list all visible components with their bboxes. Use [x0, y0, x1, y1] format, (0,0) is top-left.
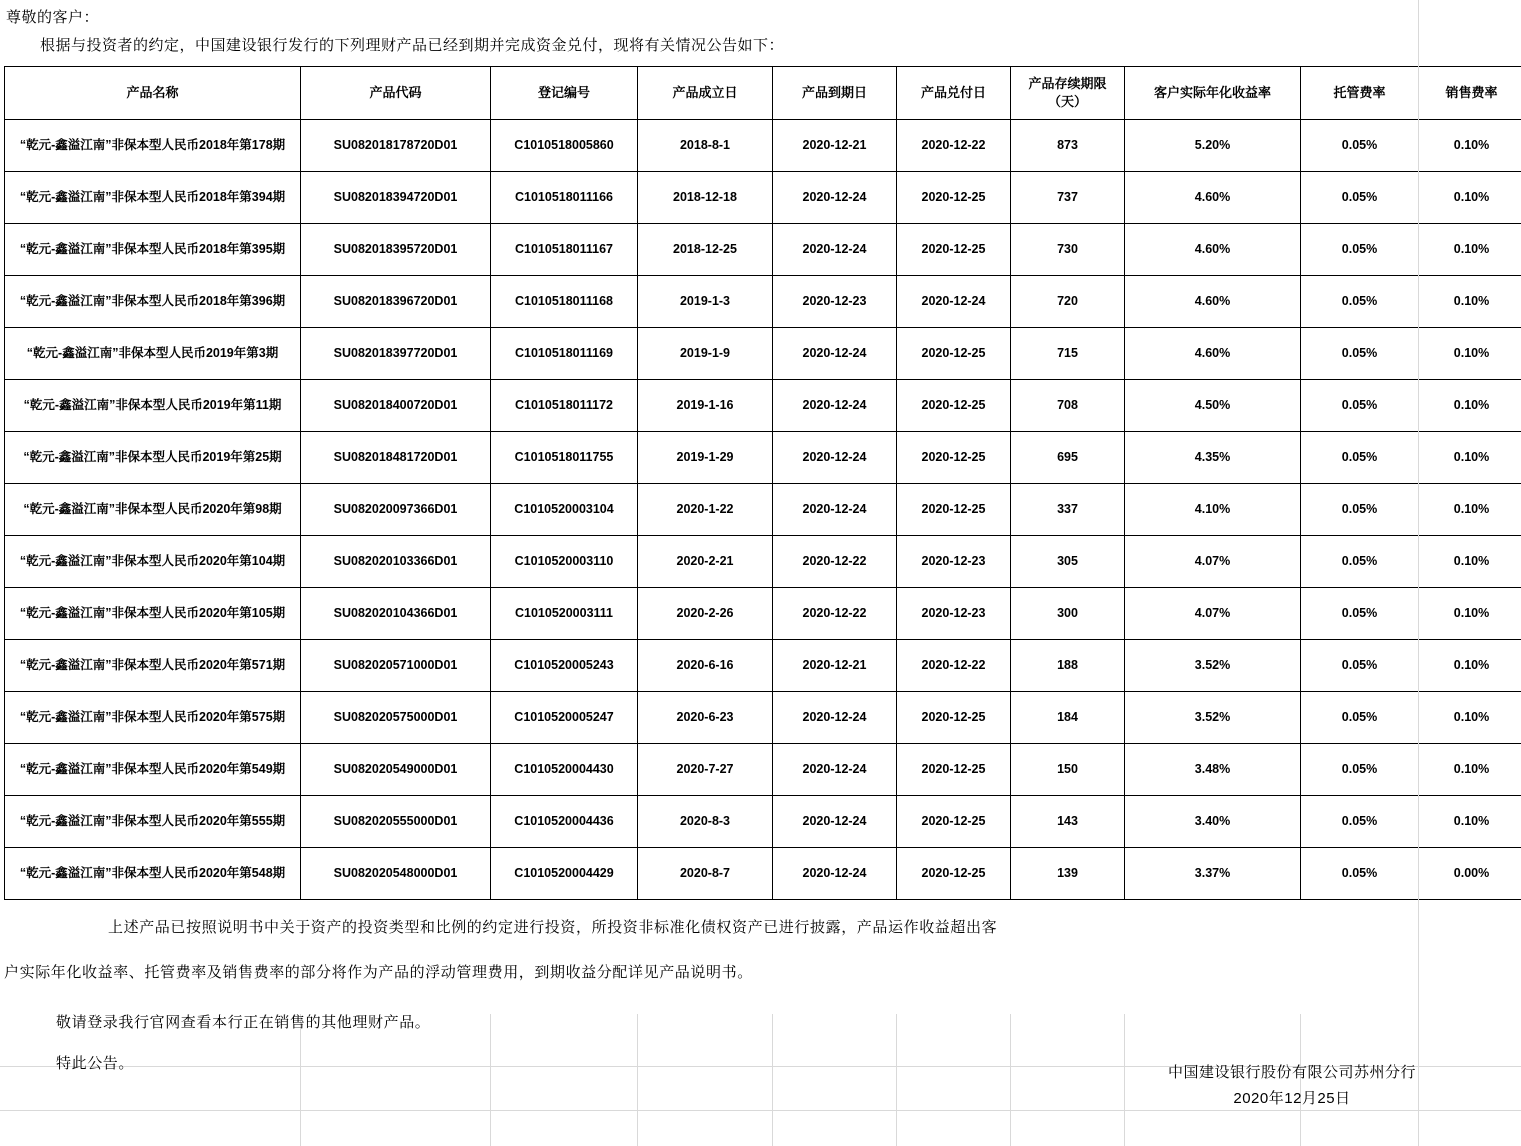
cell-duration-days: 737: [1011, 172, 1125, 224]
cell-maturity-date: 2020-12-24: [773, 328, 897, 380]
signature-block: [1168, 1060, 1416, 1113]
cell-payment-date: 2020-12-22: [897, 120, 1011, 172]
cell-product-code: SU082020555000D01: [301, 796, 491, 848]
cell-custody-fee-rate: 0.05%: [1301, 640, 1419, 692]
table-row: [5, 380, 1521, 432]
cell-product-code: SU082020571000D01: [301, 640, 491, 692]
cell-duration-days: 337: [1011, 484, 1125, 536]
cell-registration-number: C1010518011166: [491, 172, 638, 224]
cell-annualized-yield: 4.60%: [1125, 328, 1301, 380]
cell-start-date: 2020-8-7: [638, 848, 773, 900]
cell-custody-fee-rate: 0.05%: [1301, 172, 1419, 224]
cell-product-name: “乾元-鑫溢江南”非保本型人民币2018年第395期: [5, 224, 301, 276]
cell-custody-fee-rate: 0.05%: [1301, 380, 1419, 432]
cell-annualized-yield: 4.10%: [1125, 484, 1301, 536]
cell-custody-fee-rate: 0.05%: [1301, 588, 1419, 640]
cell-registration-number: C1010520004430: [491, 744, 638, 796]
column-header-yield: 客户实际年化收益率: [1125, 67, 1301, 120]
cell-custody-fee-rate: 0.05%: [1301, 120, 1419, 172]
column-header-payment: 产品兑付日: [897, 67, 1011, 120]
cell-payment-date: 2020-12-25: [897, 848, 1011, 900]
cell-product-name: “乾元-鑫溢江南”非保本型人民币2020年第548期: [5, 848, 301, 900]
cell-registration-number: C1010518011755: [491, 432, 638, 484]
cell-duration-days: 715: [1011, 328, 1125, 380]
cell-product-name: “乾元-鑫溢江南”非保本型人民币2018年第178期: [5, 120, 301, 172]
cell-product-code: SU082018396720D01: [301, 276, 491, 328]
cell-maturity-date: 2020-12-22: [773, 588, 897, 640]
table-row: [5, 692, 1521, 744]
cell-annualized-yield: 4.07%: [1125, 536, 1301, 588]
cell-sales-fee-rate: 0.10%: [1419, 224, 1521, 276]
cell-payment-date: 2020-12-25: [897, 172, 1011, 224]
cell-sales-fee-rate: 0.10%: [1419, 536, 1521, 588]
cell-duration-days: 708: [1011, 380, 1125, 432]
cell-start-date: 2020-8-3: [638, 796, 773, 848]
cell-sales-fee-rate: 0.10%: [1419, 432, 1521, 484]
cell-start-date: 2018-8-1: [638, 120, 773, 172]
cell-maturity-date: 2020-12-24: [773, 224, 897, 276]
cell-payment-date: 2020-12-25: [897, 744, 1011, 796]
cell-start-date: 2019-1-16: [638, 380, 773, 432]
cell-payment-date: 2020-12-25: [897, 328, 1011, 380]
cell-product-name: “乾元-鑫溢江南”非保本型人民币2019年第3期: [5, 328, 301, 380]
cell-product-code: SU082020104366D01: [301, 588, 491, 640]
cell-annualized-yield: 3.40%: [1125, 796, 1301, 848]
cell-registration-number: C1010520005243: [491, 640, 638, 692]
cell-start-date: 2020-2-21: [638, 536, 773, 588]
cell-annualized-yield: 3.37%: [1125, 848, 1301, 900]
cell-maturity-date: 2020-12-21: [773, 120, 897, 172]
cell-duration-days: 184: [1011, 692, 1125, 744]
cell-registration-number: C1010520003104: [491, 484, 638, 536]
cell-annualized-yield: 3.52%: [1125, 692, 1301, 744]
cell-maturity-date: 2020-12-24: [773, 432, 897, 484]
table-row: [5, 224, 1521, 276]
cell-custody-fee-rate: 0.05%: [1301, 328, 1419, 380]
cell-product-code: SU082018395720D01: [301, 224, 491, 276]
cell-product-code: SU082018400720D01: [301, 380, 491, 432]
cell-registration-number: C1010520003110: [491, 536, 638, 588]
footnote-line-1: 上述产品已按照说明书中关于资产的投资类型和比例的约定进行投资，所投资非标准化债权资产已进行披露，产品运作收益超出客: [108, 919, 998, 936]
column-header-days: 产品存续期限（天）: [1011, 67, 1125, 120]
column-header-start: 产品成立日: [638, 67, 773, 120]
cell-maturity-date: 2020-12-24: [773, 692, 897, 744]
cell-custody-fee-rate: 0.05%: [1301, 848, 1419, 900]
cell-annualized-yield: 3.52%: [1125, 640, 1301, 692]
cell-product-name: “乾元-鑫溢江南”非保本型人民币2020年第104期: [5, 536, 301, 588]
cell-sales-fee-rate: 0.10%: [1419, 796, 1521, 848]
cell-payment-date: 2020-12-25: [897, 224, 1011, 276]
table-row: [5, 848, 1521, 900]
cell-product-code: SU082020575000D01: [301, 692, 491, 744]
cell-start-date: 2019-1-9: [638, 328, 773, 380]
cell-maturity-date: 2020-12-23: [773, 276, 897, 328]
cell-annualized-yield: 4.60%: [1125, 172, 1301, 224]
cell-payment-date: 2020-12-22: [897, 640, 1011, 692]
cell-registration-number: C1010520004429: [491, 848, 638, 900]
cell-payment-date: 2020-12-25: [897, 796, 1011, 848]
footnote-line-4: 特此公告。: [56, 1054, 135, 1072]
cell-sales-fee-rate: 0.10%: [1419, 120, 1521, 172]
column-header-name: 产品名称: [5, 67, 301, 120]
cell-custody-fee-rate: 0.05%: [1301, 536, 1419, 588]
cell-product-name: “乾元-鑫溢江南”非保本型人民币2018年第396期: [5, 276, 301, 328]
cell-start-date: 2020-6-16: [638, 640, 773, 692]
cell-product-code: SU082020549000D01: [301, 744, 491, 796]
cell-product-name: “乾元-鑫溢江南”非保本型人民币2020年第575期: [5, 692, 301, 744]
cell-custody-fee-rate: 0.05%: [1301, 796, 1419, 848]
table-row: [5, 588, 1521, 640]
cell-registration-number: C1010518011169: [491, 328, 638, 380]
cell-product-name: “乾元-鑫溢江南”非保本型人民币2020年第555期: [5, 796, 301, 848]
cell-sales-fee-rate: 0.10%: [1419, 484, 1521, 536]
footnote-line-2: 户实际年化收益率、托管费率及销售费率的部分将作为产品的浮动管理费用，到期收益分配详见产品说明书。: [4, 963, 753, 981]
cell-custody-fee-rate: 0.05%: [1301, 432, 1419, 484]
salutation: 尊敬的客户：: [6, 9, 100, 26]
cell-registration-number: C1010520005247: [491, 692, 638, 744]
cell-maturity-date: 2020-12-21: [773, 640, 897, 692]
cell-sales-fee-rate: 0.10%: [1419, 172, 1521, 224]
column-header-reg: 登记编号: [491, 67, 638, 120]
cell-maturity-date: 2020-12-24: [773, 848, 897, 900]
cell-duration-days: 305: [1011, 536, 1125, 588]
cell-product-code: SU082020548000D01: [301, 848, 491, 900]
cell-product-name: “乾元-鑫溢江南”非保本型人民币2020年第105期: [5, 588, 301, 640]
cell-custody-fee-rate: 0.05%: [1301, 484, 1419, 536]
table-row: [5, 172, 1521, 224]
cell-duration-days: 873: [1011, 120, 1125, 172]
column-header-code: 产品代码: [301, 67, 491, 120]
cell-sales-fee-rate: 0.10%: [1419, 380, 1521, 432]
cell-annualized-yield: 5.20%: [1125, 120, 1301, 172]
cell-custody-fee-rate: 0.05%: [1301, 276, 1419, 328]
products-table: [4, 66, 1521, 900]
cell-sales-fee-rate: 0.10%: [1419, 744, 1521, 796]
table-row: [5, 640, 1521, 692]
cell-payment-date: 2020-12-23: [897, 588, 1011, 640]
table-row: [5, 120, 1521, 172]
table-row: [5, 484, 1521, 536]
cell-maturity-date: 2020-12-24: [773, 796, 897, 848]
cell-start-date: 2020-2-26: [638, 588, 773, 640]
cell-annualized-yield: 4.35%: [1125, 432, 1301, 484]
cell-payment-date: 2020-12-25: [897, 380, 1011, 432]
table-row: [5, 432, 1521, 484]
cell-custody-fee-rate: 0.05%: [1301, 692, 1419, 744]
cell-sales-fee-rate: 0.10%: [1419, 692, 1521, 744]
cell-product-name: “乾元-鑫溢江南”非保本型人民币2020年第98期: [5, 484, 301, 536]
column-header-custody-fee: 托管费率: [1301, 67, 1419, 120]
cell-duration-days: 188: [1011, 640, 1125, 692]
column-header-sales-fee: 销售费率: [1419, 67, 1521, 120]
cell-product-name: “乾元-鑫溢江南”非保本型人民币2020年第549期: [5, 744, 301, 796]
cell-start-date: 2020-1-22: [638, 484, 773, 536]
cell-product-name: “乾元-鑫溢江南”非保本型人民币2020年第571期: [5, 640, 301, 692]
cell-registration-number: C1010518011172: [491, 380, 638, 432]
cell-registration-number: C1010520004436: [491, 796, 638, 848]
column-header-maturity: 产品到期日: [773, 67, 897, 120]
table-row: [5, 276, 1521, 328]
cell-registration-number: C1010518011168: [491, 276, 638, 328]
cell-maturity-date: 2020-12-24: [773, 172, 897, 224]
footnote-line-3: 敬请登录我行官网查看本行正在销售的其他理财产品。: [56, 1014, 431, 1031]
cell-product-code: SU082020097366D01: [301, 484, 491, 536]
cell-maturity-date: 2020-12-24: [773, 744, 897, 796]
cell-custody-fee-rate: 0.05%: [1301, 744, 1419, 796]
cell-sales-fee-rate: 0.10%: [1419, 328, 1521, 380]
cell-product-name: “乾元-鑫溢江南”非保本型人民币2018年第394期: [5, 172, 301, 224]
cell-payment-date: 2020-12-23: [897, 536, 1011, 588]
cell-duration-days: 695: [1011, 432, 1125, 484]
table-row: [5, 328, 1521, 380]
cell-product-code: SU082018397720D01: [301, 328, 491, 380]
cell-start-date: 2018-12-18: [638, 172, 773, 224]
cell-annualized-yield: 3.48%: [1125, 744, 1301, 796]
cell-start-date: 2019-1-3: [638, 276, 773, 328]
cell-start-date: 2020-6-23: [638, 692, 773, 744]
cell-product-code: SU082020103366D01: [301, 536, 491, 588]
cell-duration-days: 730: [1011, 224, 1125, 276]
signature-date: 2020年12月25日: [1233, 1089, 1351, 1107]
cell-annualized-yield: 4.60%: [1125, 276, 1301, 328]
intro-paragraph: 根据与投资者的约定，中国建设银行发行的下列理财产品已经到期并完成资金兑付，现将有关情况公告如下：: [40, 37, 785, 54]
cell-duration-days: 150: [1011, 744, 1125, 796]
cell-product-code: SU082018481720D01: [301, 432, 491, 484]
cell-annualized-yield: 4.60%: [1125, 224, 1301, 276]
cell-sales-fee-rate: 0.00%: [1419, 848, 1521, 900]
table-row: [5, 744, 1521, 796]
cell-product-code: SU082018394720D01: [301, 172, 491, 224]
cell-product-name: “乾元-鑫溢江南”非保本型人民币2019年第11期: [5, 380, 301, 432]
table-header-row: [5, 67, 1521, 120]
cell-duration-days: 143: [1011, 796, 1125, 848]
cell-product-name: “乾元-鑫溢江南”非保本型人民币2019年第25期: [5, 432, 301, 484]
signature-organization: 中国建设银行股份有限公司苏州分行: [1167, 1063, 1416, 1081]
cell-duration-days: 720: [1011, 276, 1125, 328]
cell-maturity-date: 2020-12-24: [773, 484, 897, 536]
cell-registration-number: C1010518011167: [491, 224, 638, 276]
cell-registration-number: C1010520003111: [491, 588, 638, 640]
cell-maturity-date: 2020-12-24: [773, 380, 897, 432]
cell-sales-fee-rate: 0.10%: [1419, 588, 1521, 640]
cell-registration-number: C1010518005860: [491, 120, 638, 172]
cell-duration-days: 300: [1011, 588, 1125, 640]
table-row: [5, 796, 1521, 848]
cell-annualized-yield: 4.07%: [1125, 588, 1301, 640]
cell-maturity-date: 2020-12-22: [773, 536, 897, 588]
cell-custody-fee-rate: 0.05%: [1301, 224, 1419, 276]
cell-duration-days: 139: [1011, 848, 1125, 900]
cell-sales-fee-rate: 0.10%: [1419, 276, 1521, 328]
cell-start-date: 2018-12-25: [638, 224, 773, 276]
cell-product-code: SU082018178720D01: [301, 120, 491, 172]
cell-payment-date: 2020-12-24: [897, 276, 1011, 328]
cell-start-date: 2019-1-29: [638, 432, 773, 484]
cell-payment-date: 2020-12-25: [897, 484, 1011, 536]
cell-payment-date: 2020-12-25: [897, 432, 1011, 484]
cell-annualized-yield: 4.50%: [1125, 380, 1301, 432]
cell-start-date: 2020-7-27: [638, 744, 773, 796]
table-row: [5, 536, 1521, 588]
cell-payment-date: 2020-12-25: [897, 692, 1011, 744]
cell-sales-fee-rate: 0.10%: [1419, 640, 1521, 692]
